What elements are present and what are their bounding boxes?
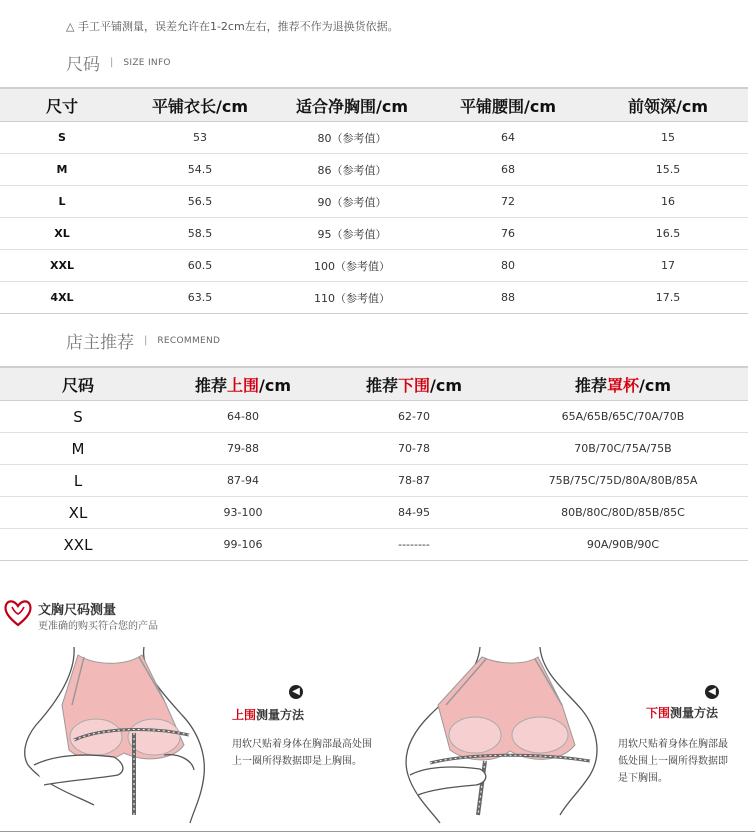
- table-row: [0, 401, 748, 433]
- recommend-table-header: [0, 367, 748, 401]
- table-cell: 56.5: [124, 186, 276, 218]
- table-cell: 80: [428, 250, 588, 282]
- table-cell: 95（参考值）: [276, 218, 428, 250]
- table-cell: 64: [428, 122, 588, 154]
- measurement-note: △ 手工平铺测量，误差允许在1-2cm左右，推荐不作为退换货依据。: [66, 20, 399, 33]
- size-label: S: [0, 401, 156, 433]
- table-row: [0, 186, 748, 218]
- table-cell: 110（参考值）: [276, 282, 428, 314]
- recommend-header-cup: 推荐罩杯/cm: [498, 367, 748, 401]
- table-cell: 75B/75C/75D/80A/80B/85A: [498, 465, 748, 497]
- table-row: [0, 497, 748, 529]
- upper-bust-illustration: [14, 645, 214, 825]
- bra-logo-icon: [2, 597, 34, 627]
- size-header-cell: 尺寸: [0, 88, 124, 122]
- size-header-cell: 平铺衣长/cm: [124, 88, 276, 122]
- table-cell: 70-78: [330, 433, 498, 465]
- table-cell: 88: [428, 282, 588, 314]
- table-cell: 100（参考值）: [276, 250, 428, 282]
- table-cell: 60.5: [124, 250, 276, 282]
- table-row: [0, 218, 748, 250]
- size-header-cell: 适合净胸围/cm: [276, 88, 428, 122]
- recommend-table: [0, 366, 748, 561]
- size-label: S: [0, 122, 124, 154]
- size-label: L: [0, 465, 156, 497]
- recommend-header-size: 尺码: [0, 367, 156, 401]
- table-cell: 16.5: [588, 218, 748, 250]
- arrow-left-icon: ◀: [705, 685, 719, 699]
- table-cell: 90A/90B/90C: [498, 529, 748, 561]
- size-table: [0, 87, 748, 314]
- size-info-title: 尺码 | SIZE INFO: [66, 50, 171, 75]
- recommend-header-lower: 推荐下围/cm: [330, 367, 498, 401]
- recommend-title-en: RECOMMEND: [157, 335, 221, 346]
- size-label: M: [0, 154, 124, 186]
- recommend-header-upper: 推荐上围/cm: [156, 367, 330, 401]
- upper-bust-method-text: 用软尺贴着身体在胸部最高处围上一圈所得数据即是上胸围。: [232, 739, 372, 767]
- table-cell: --------: [330, 529, 498, 561]
- table-cell: 17.5: [588, 282, 748, 314]
- table-cell: 53: [124, 122, 276, 154]
- size-label: 4XL: [0, 282, 124, 314]
- size-info-title-en: SIZE INFO: [123, 57, 171, 68]
- table-cell: 62-70: [330, 401, 498, 433]
- table-row: [0, 465, 748, 497]
- recommend-title-cn: 店主推荐: [66, 333, 134, 353]
- table-cell: 80（参考值）: [276, 122, 428, 154]
- table-row: [0, 250, 748, 282]
- table-cell: 90（参考值）: [276, 186, 428, 218]
- table-row: [0, 122, 748, 154]
- table-cell: 17: [588, 250, 748, 282]
- table-cell: 78-87: [330, 465, 498, 497]
- table-cell: 65A/65B/65C/70A/70B: [498, 401, 748, 433]
- table-row: [0, 529, 748, 561]
- size-label: XXL: [0, 529, 156, 561]
- size-label: M: [0, 433, 156, 465]
- table-cell: 70B/70C/75A/75B: [498, 433, 748, 465]
- measure-subtitle: 更准确的购买符合您的产品: [38, 621, 158, 632]
- size-info-title-cn: 尺码: [66, 55, 100, 75]
- table-row: [0, 154, 748, 186]
- table-cell: 63.5: [124, 282, 276, 314]
- size-header-cell: 前领深/cm: [588, 88, 748, 122]
- measure-title: 文胸尺码测量: [38, 603, 117, 618]
- table-cell: 16: [588, 186, 748, 218]
- recommend-title: 店主推荐 | RECOMMEND: [66, 328, 220, 353]
- upper-bust-method-title: 上围测量方法: [232, 708, 305, 722]
- table-cell: 68: [428, 154, 588, 186]
- size-label: XL: [0, 497, 156, 529]
- size-label: L: [0, 186, 124, 218]
- table-cell: 64-80: [156, 401, 330, 433]
- size-header-cell: 平铺腰围/cm: [428, 88, 588, 122]
- table-cell: 80B/80C/80D/85B/85C: [498, 497, 748, 529]
- table-cell: 58.5: [124, 218, 276, 250]
- under-bust-illustration: [390, 645, 610, 825]
- size-label: XXL: [0, 250, 124, 282]
- table-cell: 15: [588, 122, 748, 154]
- arrow-left-icon: ◀: [289, 685, 303, 699]
- under-bust-method-text: 用软尺贴着身体在胸部最低处围上一圈所得数据即是下胸围。: [618, 739, 728, 784]
- under-bust-method-title: 下围测量方法: [646, 706, 719, 720]
- table-cell: 54.5: [124, 154, 276, 186]
- size-table-header: [0, 88, 748, 122]
- table-cell: 84-95: [330, 497, 498, 529]
- table-cell: 87-94: [156, 465, 330, 497]
- size-label: XL: [0, 218, 124, 250]
- table-cell: 86（参考值）: [276, 154, 428, 186]
- table-cell: 79-88: [156, 433, 330, 465]
- table-cell: 99-106: [156, 529, 330, 561]
- table-row: [0, 433, 748, 465]
- table-cell: 15.5: [588, 154, 748, 186]
- table-cell: 93-100: [156, 497, 330, 529]
- table-row: [0, 282, 748, 314]
- bottom-divider: [0, 831, 755, 832]
- table-cell: 72: [428, 186, 588, 218]
- table-cell: 76: [428, 218, 588, 250]
